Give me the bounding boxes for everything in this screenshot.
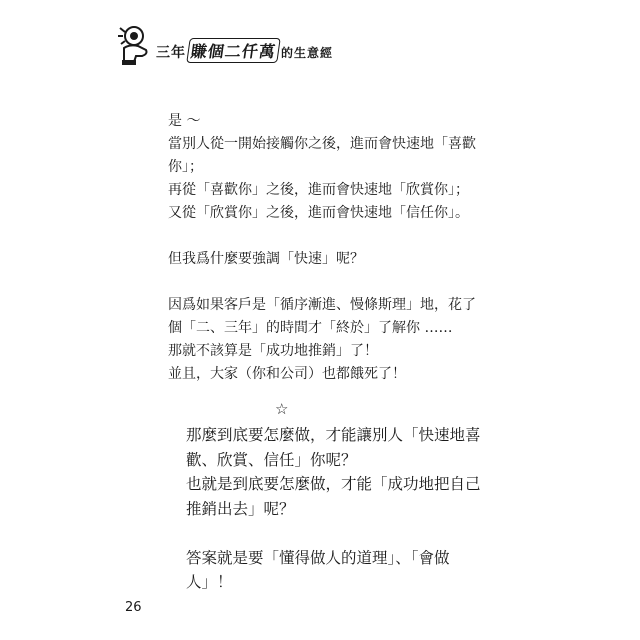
emphasis-text: [186, 423, 486, 595]
emphasis-line: 答案就是要「懂得做人的道理」、「會做: [186, 548, 450, 567]
emphasis-line: 人」！: [186, 573, 233, 591]
emphasis-line: 也就是到底要怎麼做，才能「成功地把自己: [186, 475, 481, 493]
body-line: 因爲如果客戶是「循序漸進、慢條斯理」地，花了: [168, 297, 476, 313]
pointing-hand-logo-icon: [112, 22, 152, 66]
page-number: 26: [125, 600, 142, 615]
body-text: [168, 110, 476, 386]
paragraph-gap: [168, 225, 468, 248]
emphasis-line: 歡、欣賞、信任」你呢？: [186, 450, 357, 469]
body-line: 再從「喜歡你」之後，進而會快速地「欣賞你」；: [168, 182, 469, 198]
paragraph-gap: [186, 521, 486, 546]
book-title-prefix: 三年: [156, 45, 186, 61]
body-line: 那就不該算是「成功地推銷」了！: [168, 343, 378, 359]
book-title-suffix: 的生意經: [281, 46, 334, 60]
book-title: [156, 38, 333, 63]
body-line: 又從「欣賞你」之後，進而會快速地「信任你」。: [168, 205, 469, 221]
body-line: 你」；: [168, 159, 203, 175]
body-line: 個「二、三年」的時間才「終於」了解你 ……: [168, 320, 453, 336]
emphasis-line: 推銷出去」呢？: [186, 499, 295, 518]
body-line: 當別人從一開始接觸你之後，進而會快速地「喜歡: [168, 136, 476, 152]
star-divider: ☆: [275, 400, 289, 418]
body-line: 但我爲什麼要強調「快速」呢？: [168, 251, 364, 267]
emphasis-line: 那麼到底要怎麼做，才能讓別人「快速地喜: [186, 426, 481, 444]
body-line: 是 ～: [168, 113, 201, 129]
paragraph-gap: [168, 271, 468, 294]
body-line: 並且，大家（你和公司）也都餓死了！: [168, 366, 406, 382]
book-title-highlight: 賺個二仟萬: [186, 38, 281, 63]
running-header: [112, 22, 372, 66]
